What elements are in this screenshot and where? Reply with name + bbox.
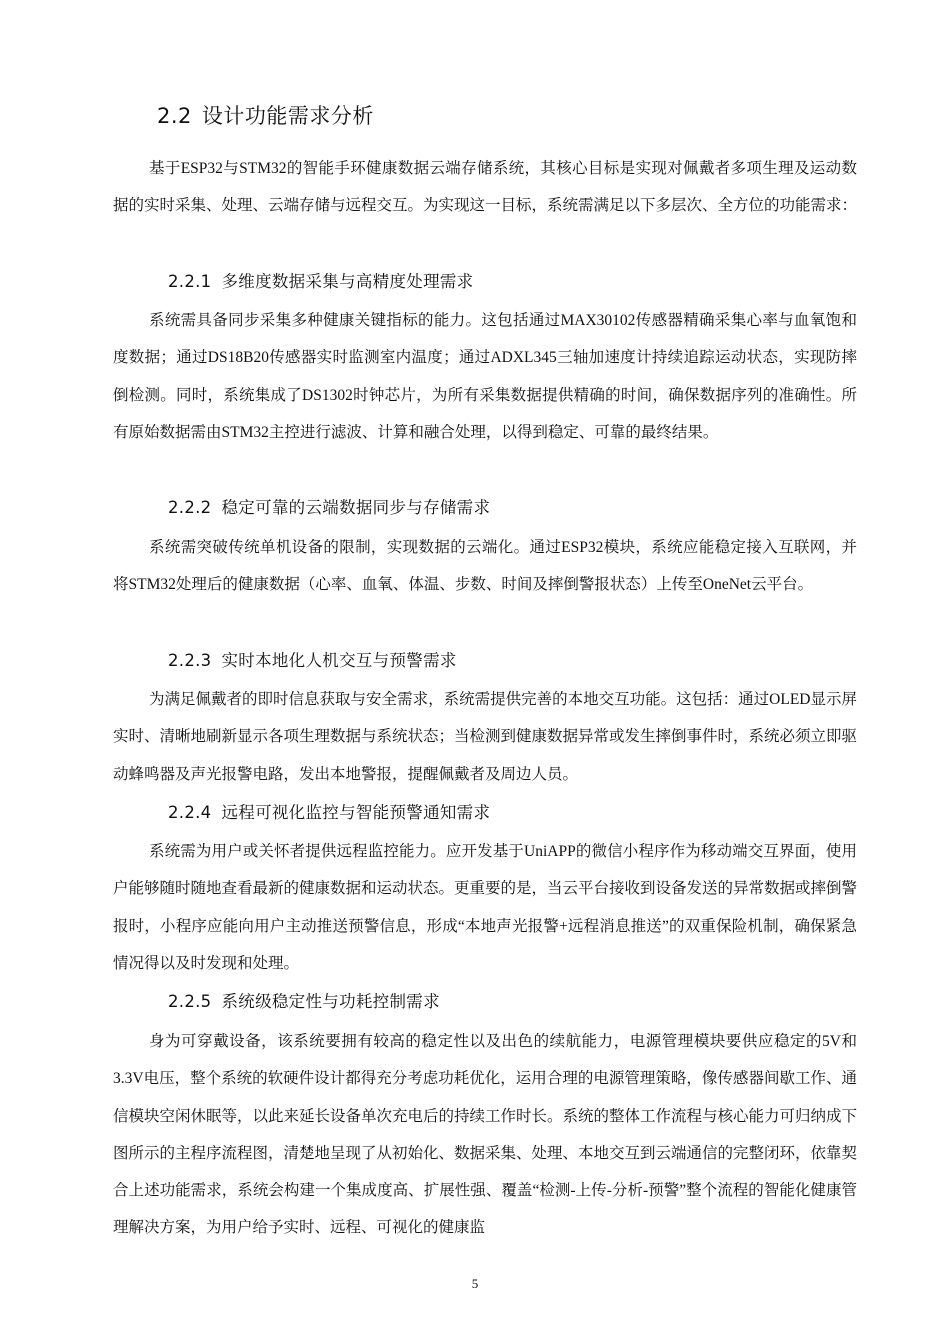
page-number: 5 (471, 1276, 479, 1291)
paragraph-2-2-1: 系统需具备同步采集多种健康关键指标的能力。这包括通过MAX30102传感器精确采集心率与血氧饱和度数据；通过DS18B20传感器实时监测室内温度；通过ADXL345三轴加速度计持续追踪运动状态，实现防摔倒检测。同时，系统集成了DS1302时钟芯片，为所有采集数据提供精确的时间，确保数据序列的准确性。所有原始数据需由STM32主控进行滤波、计算和融合处理，以得到稳定、可靠的最终结果。 (113, 312, 857, 441)
subsection-number: 2.2.5 (168, 992, 212, 1011)
subsection-title: 远程可视化监控与智能预警通知需求 (221, 803, 491, 822)
paragraph-2-2-4: 系统需为用户或关怀者提供远程监控能力。应开发基于UniAPP的微信小程序作为移动端交互界面，使用户能够随时随地查看最新的健康数据和运动状态。更重要的是，当云平台接收到设备发送的异常数据或摔倒警报时，小程序应能向用户主动推送预警信息，形成“本地声光报警+远程消息推送”的双重保险机制，确保紧急情况得以及时发现和处理。 (113, 843, 858, 972)
subsection-number: 2.2.3 (168, 651, 212, 670)
subsection-title: 稳定可靠的云端数据同步与存储需求 (221, 498, 491, 517)
subsection-title: 系统级稳定性与功耗控制需求 (221, 992, 440, 1011)
section-title: 设计功能需求分析 (201, 104, 374, 128)
subsection-number: 2.2.1 (168, 272, 212, 291)
section-heading (157, 100, 374, 130)
section-number: 2.2 (157, 104, 192, 128)
paragraph-2-2-5: 身为可穿戴设备，该系统要拥有较高的稳定性以及出色的续航能力，电源管理模块要供应稳定的5V和3.3V电压，整个系统的软硬件设计都得充分考虑功耗优化，运用合理的电源管理策略，像传感器间歇工作、通信模块空闲休眠等，以此来延长设备单次充电后的持续工作时长。系统的整体工作流程与核心能力可归纳成下图所示的主程序流程图，清楚地呈现了从初始化、数据采集、处理、本地交互到云端通信的完整闭环，依靠契合上述功能需求，系统会构建一个集成度高、扩展性强、覆盖“检测-上传-分析-预警”整个流程的智能化健康管理解决方案，为用户给予实时、远程、可视化的健康监 (113, 1033, 858, 1237)
subsection-number: 2.2.4 (168, 803, 212, 822)
subsection-number: 2.2.2 (168, 498, 212, 517)
subsection-heading-2-2-4 (168, 799, 490, 823)
subsection-title: 实时本地化人机交互与预警需求 (221, 651, 457, 670)
subsection-heading-2-2-3 (168, 647, 457, 671)
intro-paragraph: 基于ESP32与STM32的智能手环健康数据云端存储系统，其核心目标是实现对佩戴者多项生理及运动数据的实时采集、处理、云端存储与远程交互。为实现这一目标，系统需满足以下多层次、全方位的功能需求： (113, 160, 858, 215)
paragraph-2-2-3: 为满足佩戴者的即时信息获取与安全需求，系统需提供完善的本地交互功能。这包括：通过OLED显示屏实时、清晰地刷新显示各项生理数据与系统状态；当检测到健康数据异常或发生摔倒事件时，系统必须立即驱动蜂鸣器及声光报警电路，发出本地警报，提醒佩戴者及周边人员。 (113, 691, 858, 783)
subsection-heading-2-2-1 (168, 268, 473, 292)
subsection-heading-2-2-5 (168, 988, 440, 1012)
paragraph-2-2-2: 系统需突破传统单机设备的限制，实现数据的云端化。通过ESP32模块，系统应能稳定接入互联网，并将STM32处理后的健康数据（心率、血氧、体温、步数、时间及摔倒警报状态）上传至OneNet云平台。 (113, 539, 857, 594)
subsection-heading-2-2-2 (168, 494, 490, 518)
subsection-title: 多维度数据采集与高精度处理需求 (221, 272, 474, 291)
